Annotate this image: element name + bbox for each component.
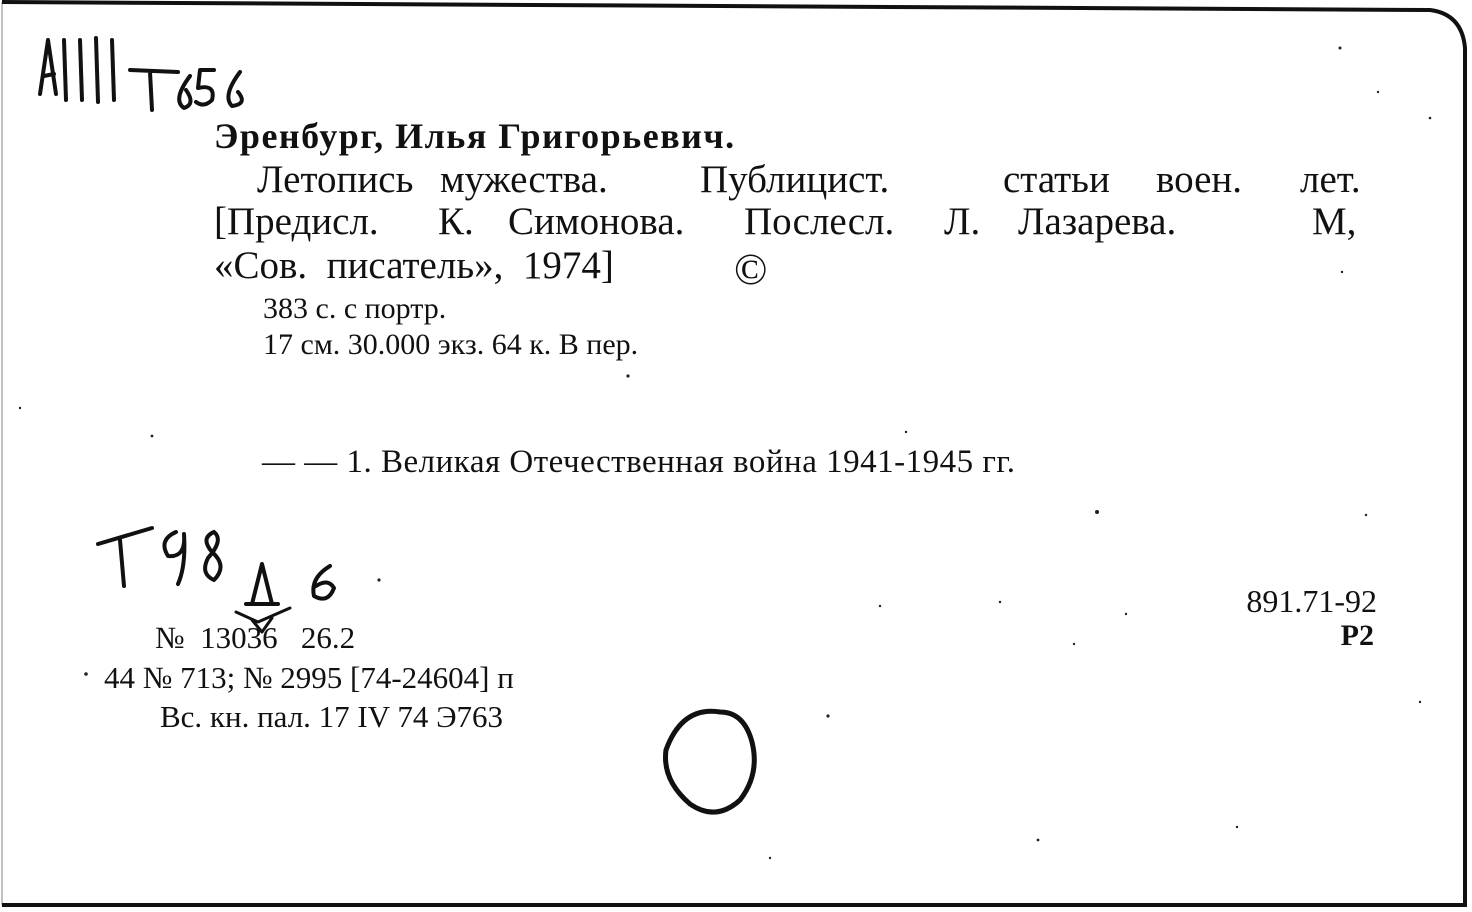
- title-word: мужества.: [440, 158, 608, 201]
- handwritten-t656: [130, 70, 242, 110]
- title-line-1: [0, 160, 1472, 202]
- record-number-line: Вс. кн. пал. 17 IV 74 Э763: [160, 699, 504, 734]
- shelf-code-2: Р2: [1340, 619, 1374, 652]
- title-word: статьи: [1003, 158, 1110, 201]
- title-word: [Предисл.: [214, 200, 379, 243]
- handwritten-a111: [40, 38, 114, 102]
- publisher-line: «Сов. писатель», 1974]: [214, 244, 614, 287]
- title-word: лет.: [1300, 158, 1361, 201]
- size-line: 17 см. 30.000 экз. 64 к. В пер.: [263, 328, 639, 361]
- title-word: воен.: [1156, 158, 1243, 201]
- record-number-line: 44 № 713; № 2995 [74-24604] п: [104, 660, 514, 695]
- handwritten-circle: [666, 711, 755, 812]
- title-word: Лазарева.: [1018, 200, 1177, 243]
- title-word: Л.: [944, 200, 981, 243]
- copyright-icon: ©: [734, 245, 768, 294]
- handwritten-d6: [246, 564, 334, 604]
- record-number-line: № 13036 26.2: [155, 620, 356, 655]
- title-word: К.: [438, 200, 474, 243]
- handwritten-t98: [98, 528, 221, 586]
- title-word: Летопись: [257, 158, 414, 201]
- title-word: Симонова.: [508, 200, 685, 243]
- title-line-2: [0, 202, 1472, 244]
- pages-line: 383 с. с портр.: [263, 292, 447, 325]
- author-heading: Эренбург, Илья Григорьевич.: [214, 116, 736, 156]
- subject-heading: — — 1. Великая Отечественная война 1941-1945 гг.: [262, 444, 1016, 480]
- title-word: Публицист.: [700, 158, 890, 201]
- shelf-code: 891.71-92: [1246, 583, 1377, 619]
- title-word: Послесл.: [744, 200, 895, 243]
- title-word: М,: [1312, 200, 1357, 243]
